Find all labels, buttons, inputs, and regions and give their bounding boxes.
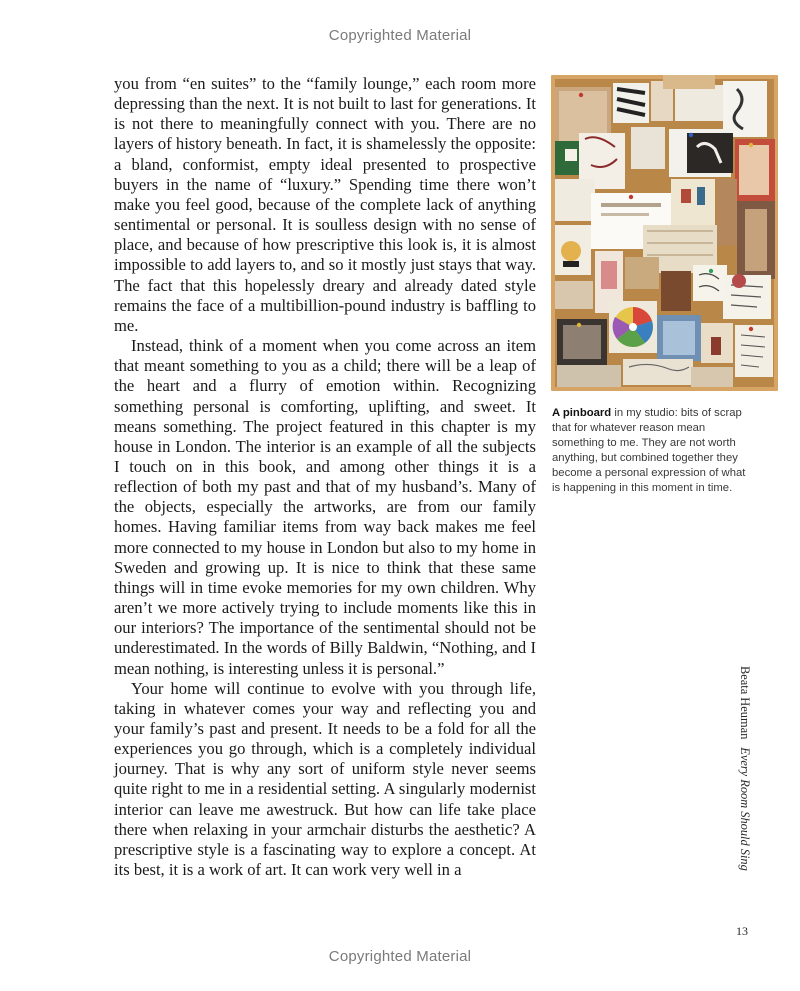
caption-lead: A pinboard — [552, 407, 612, 419]
copyright-watermark-top: Copyrighted Material — [328, 27, 472, 44]
running-head-title: Every Room Should Sing — [738, 747, 752, 871]
pinboard-illustration — [551, 75, 778, 391]
pinboard-photo — [551, 75, 778, 391]
body-paragraph-2: Instead, think of a moment when you come across an item that meant something to you as a child; there will be a leap of the heart and a flurry of emotion within. Recognizing something personal is comforting, uplifting, and sweet. It means something. The project featured in this chapter is my house in London. The interior is an example of all the subjects I touch on in this book, and among other things it is a reflection of both my past and that of my husband’s. Many of the objects, especially the artworks, are from our family homes. Having familiar items from way back makes me feel more connected to my house in London but also to my home in Sweden and growing up. It is nice to think that these same things will in time evoke memories for my own children. Why aren’t we more actively trying to include moments like this in our interiors? The importance of the sentimental should not be underestimated. In the words of Billy Baldwin, “Nothing, and I mean nothing, is interesting unless it is personal.” — [114, 336, 536, 678]
caption-text: in my studio: bits of scrap that for whatever reason mean something to me. They are not worth anything, but combined together they become a personal expression of what is happening in this moment in time. — [552, 407, 746, 495]
body-text — [114, 74, 536, 880]
body-paragraph-3: Your home will continue to evolve with you through life, taking in whatever comes your way and reflecting you and your family’s past and present. It needs to be a fold for all the experiences you go through, which is a completely individual journey. That is why any sort of uniform style never seems quite right to me in a residential setting. A singularly modernist interior can leave me awestruck. But how can life take place there when relaxing in your armchair disturbs the aesthetic? A prescriptive style is a fascinating way to explore a concept. At its best, it is a work of art. It can work very well in a — [114, 678, 536, 880]
body-paragraph-1: you from “en suites” to the “family lounge,” each room more depressing than the next. It is not built to last for generations. It is not there to meaningfully connect with you. There are no layers of history beneath. In fact, it is shamelessly the opposite: a bland, conformist, empty ideal presented to prospective buyers in the name of “luxury.” Spending time there won’t make you feel good, because of the complete lack of anything sentimental or personal. It is soulless design with no sense of place, and because of how prescriptive this look is, it is almost impossible to add layers to, and so it mostly just stays that way. The fact that this hopelessly dreary and already dated style remains the face of a multibillion-pound industry is baffling to me. — [114, 74, 536, 335]
running-head — [737, 666, 752, 871]
photo-caption — [552, 406, 752, 497]
page-number: 13 — [736, 924, 748, 938]
copyright-watermark-bottom: Copyrighted Material — [328, 948, 472, 965]
running-head-author: Beata Heuman — [738, 666, 752, 740]
